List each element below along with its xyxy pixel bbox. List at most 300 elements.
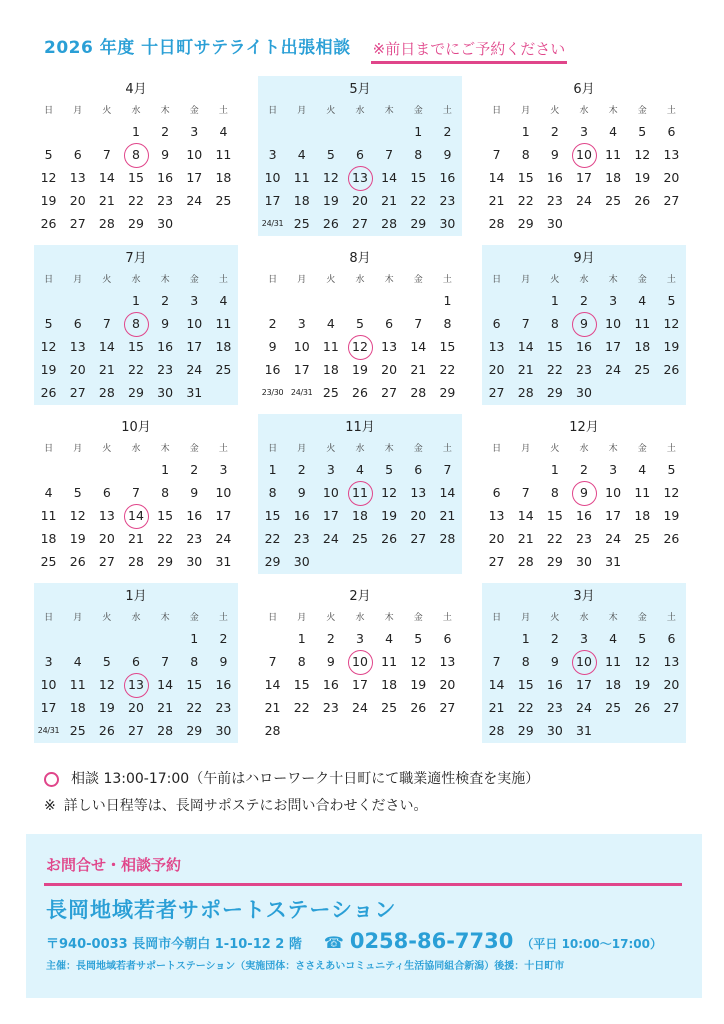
calendar-day: 15 bbox=[128, 170, 144, 185]
calendar-day bbox=[316, 719, 345, 742]
calendar-day: 17 bbox=[293, 362, 310, 377]
month-calendar bbox=[258, 414, 462, 574]
calendar-day: 19 bbox=[634, 170, 651, 185]
calendar-day: 1 bbox=[521, 124, 530, 139]
consultation-day: 8 bbox=[121, 143, 150, 166]
calendar-day: 29 bbox=[517, 216, 534, 231]
calendar-day: 30 bbox=[186, 554, 203, 569]
calendar-day: 20 bbox=[488, 362, 505, 377]
calendar-day: 26 bbox=[634, 193, 651, 208]
calendar-day: 5 bbox=[356, 316, 364, 331]
calendar-day: 3 bbox=[580, 631, 588, 646]
calendar-day: 7 bbox=[385, 147, 394, 162]
calendar-day: 2 bbox=[268, 316, 277, 331]
calendar-day: 15 bbox=[546, 508, 563, 523]
calendar-day: 25 bbox=[352, 531, 368, 546]
calendar-day: 19 bbox=[98, 700, 115, 715]
month-title: 11月 bbox=[345, 420, 375, 435]
calendar-day bbox=[316, 289, 345, 312]
calendar-day bbox=[482, 120, 511, 143]
calendar-day: 26 bbox=[40, 385, 57, 400]
consultation-day: 12 bbox=[345, 335, 374, 358]
calendar-day: 1 bbox=[414, 124, 423, 139]
weekday-label: 月 bbox=[521, 444, 531, 454]
calendar-day: 20 bbox=[69, 362, 86, 377]
calendar-day: 24 bbox=[576, 700, 592, 715]
month-title: 4月 bbox=[125, 82, 147, 97]
calendar-day: 26 bbox=[663, 362, 680, 377]
weekday-label: 土 bbox=[218, 444, 228, 454]
weekday-label: 金 bbox=[637, 613, 647, 623]
calendar-day: 23 bbox=[576, 362, 592, 377]
calendar-day: 9 bbox=[161, 316, 170, 331]
calendar-day bbox=[121, 458, 150, 481]
calendar-day: 30 bbox=[293, 554, 310, 569]
calendar-day: 20 bbox=[663, 677, 680, 692]
calendar-day: 27 bbox=[128, 723, 144, 738]
weekday-header bbox=[482, 271, 686, 289]
calendar-day: 6 bbox=[73, 316, 82, 331]
sponsor-text: 主催：長岡地域若者サポートステーション（実施団体：ささえあいコミュニティ生活協同組合新潟）後援：十日町市 bbox=[46, 961, 565, 972]
weekday-label: 火 bbox=[102, 275, 112, 285]
calendar-day: 7 bbox=[161, 654, 170, 669]
calendar-day: 14 bbox=[264, 677, 281, 692]
calendar-day: 6 bbox=[356, 147, 364, 162]
calendar-day: 18 bbox=[634, 339, 651, 354]
calendar-day: 20 bbox=[98, 531, 115, 546]
note-mark: ※ bbox=[44, 798, 56, 814]
calendar-day: 19 bbox=[663, 508, 680, 523]
calendar-day: 7 bbox=[521, 316, 530, 331]
month-calendar bbox=[258, 76, 462, 236]
calendar-day: 17 bbox=[215, 508, 232, 523]
calendar-day: 9 bbox=[268, 339, 277, 354]
calendar-day: 3 bbox=[609, 293, 618, 308]
calendar-day: 16 bbox=[546, 677, 563, 692]
calendar-day bbox=[657, 381, 686, 404]
month-title: 8月 bbox=[349, 251, 371, 266]
calendar-day: 25 bbox=[605, 193, 622, 208]
calendar-day bbox=[375, 719, 404, 742]
calendar-day: 7 bbox=[102, 147, 111, 162]
calendar-day: 17 bbox=[605, 339, 622, 354]
month-title: 3月 bbox=[573, 589, 595, 604]
month-calendar bbox=[482, 414, 686, 574]
calendar-day: 21 bbox=[98, 193, 115, 208]
month-title: 5月 bbox=[349, 82, 371, 97]
calendar-day bbox=[345, 550, 374, 573]
calendar-day: 4 bbox=[219, 124, 228, 139]
circle-icon bbox=[44, 772, 59, 787]
weekday-label: 土 bbox=[442, 106, 452, 116]
calendar-week bbox=[34, 358, 238, 381]
calendar-day: 6 bbox=[385, 316, 394, 331]
calendar-day: 4 bbox=[356, 462, 364, 477]
weekday-label: 木 bbox=[384, 275, 394, 285]
calendar-day bbox=[433, 550, 462, 573]
note-text: 詳しい日程等は、長岡サポステにお問い合わせください。 bbox=[63, 798, 428, 814]
calendar-day: 25 bbox=[215, 193, 232, 208]
calendar-day: 11 bbox=[215, 316, 232, 331]
calendar-grid bbox=[34, 76, 686, 743]
weekday-label: 火 bbox=[550, 275, 560, 285]
calendar-day: 28 bbox=[410, 385, 427, 400]
calendar-week bbox=[258, 166, 462, 189]
calendar-day: 6 bbox=[132, 654, 140, 669]
weekday-label: 金 bbox=[189, 444, 199, 454]
weekday-label: 木 bbox=[160, 106, 170, 116]
calendar-day bbox=[34, 289, 63, 312]
calendar-day: 14 bbox=[98, 339, 115, 354]
weekday-label: 火 bbox=[102, 444, 112, 454]
calendar-day: 15 bbox=[517, 170, 534, 185]
calendar-day bbox=[92, 289, 121, 312]
calendar-day: 13 bbox=[98, 508, 115, 523]
calendar-day: 8 bbox=[414, 147, 423, 162]
month-calendar bbox=[34, 583, 238, 743]
calendar-day: 15 bbox=[264, 508, 281, 523]
calendar-day: 24 bbox=[322, 531, 339, 546]
calendar-day: 2 bbox=[297, 462, 306, 477]
weekday-label: 日 bbox=[44, 613, 54, 623]
calendar-day: 1 bbox=[132, 293, 140, 308]
calendar-day: 9 bbox=[550, 147, 559, 162]
calendar-day: 11 bbox=[634, 316, 651, 331]
weekday-label: 金 bbox=[189, 613, 199, 623]
weekday-label: 金 bbox=[637, 275, 647, 285]
calendar-day: 12 bbox=[40, 170, 57, 185]
weekday-label: 日 bbox=[44, 106, 54, 116]
calendar-day bbox=[258, 120, 287, 143]
calendar-day: 16 bbox=[576, 508, 592, 523]
calendar-day: 12 bbox=[410, 654, 427, 669]
reservation-notice: ※前日までにご予約ください bbox=[371, 38, 568, 64]
calendar-day: 1 bbox=[550, 293, 559, 308]
weekday-label: 月 bbox=[297, 444, 307, 454]
calendar-day: 15 bbox=[410, 170, 427, 185]
consultation-day: 8 bbox=[121, 312, 150, 335]
calendar-day: 14 bbox=[439, 485, 456, 500]
calendar-day: 5 bbox=[326, 147, 335, 162]
calendar-day: 24 bbox=[352, 700, 368, 715]
calendar-day bbox=[569, 212, 598, 235]
calendar-day: 13 bbox=[69, 170, 86, 185]
calendar-day: 24 bbox=[186, 193, 203, 208]
calendar-day: 22 bbox=[293, 700, 310, 715]
calendar-day: 4 bbox=[73, 654, 82, 669]
weekday-label: 金 bbox=[637, 444, 647, 454]
calendar-day bbox=[375, 550, 404, 573]
calendar-day: 27 bbox=[410, 531, 427, 546]
calendar-day: 5 bbox=[667, 293, 676, 308]
calendar-day bbox=[209, 212, 238, 235]
calendar-day bbox=[599, 381, 628, 404]
weekday-label: 月 bbox=[521, 613, 531, 623]
weekday-label: 水 bbox=[579, 275, 589, 285]
calendar-week bbox=[34, 335, 238, 358]
calendar-day: 6 bbox=[443, 631, 452, 646]
calendar-week bbox=[482, 504, 686, 527]
calendar-day: 13 bbox=[663, 147, 680, 162]
calendar-day bbox=[657, 550, 686, 573]
calendar-day: 8 bbox=[443, 316, 452, 331]
calendar-day: 18 bbox=[293, 193, 310, 208]
calendar-week bbox=[258, 120, 462, 143]
page-title: 2026 年度 十日町サテライト出張相談 bbox=[44, 38, 351, 58]
consultation-day: 10 bbox=[345, 650, 374, 673]
calendar-day: 17 bbox=[576, 677, 592, 692]
calendar-day: 22 bbox=[517, 193, 534, 208]
calendar-day: 3 bbox=[326, 462, 335, 477]
calendar-day: 4 bbox=[638, 462, 647, 477]
calendar-day: 13 bbox=[488, 339, 505, 354]
weekday-label: 水 bbox=[579, 106, 589, 116]
weekday-label: 水 bbox=[355, 444, 365, 454]
calendar-day: 29 bbox=[410, 216, 427, 231]
calendar-day: 23 bbox=[157, 193, 174, 208]
calendar-week bbox=[482, 358, 686, 381]
calendar-day: 7 bbox=[132, 485, 140, 500]
calendar-week bbox=[34, 550, 238, 573]
calendar-day: 7 bbox=[414, 316, 423, 331]
calendar-week bbox=[482, 120, 686, 143]
calendar-day: 28 bbox=[264, 723, 281, 738]
phone-number[interactable]: 0258-86-7730 bbox=[349, 929, 514, 953]
calendar-week bbox=[258, 527, 462, 550]
weekday-header bbox=[482, 609, 686, 627]
calendar-day: 20 bbox=[488, 531, 505, 546]
calendar-day: 27 bbox=[663, 193, 680, 208]
calendar-week bbox=[34, 312, 238, 335]
calendar-day: 20 bbox=[410, 508, 427, 523]
address-row bbox=[46, 929, 662, 953]
calendar-day: 27 bbox=[98, 554, 115, 569]
legend-note-row bbox=[44, 793, 539, 820]
weekday-header bbox=[258, 102, 462, 120]
calendar-day bbox=[345, 120, 374, 143]
calendar-day bbox=[287, 719, 316, 742]
calendar-day: 9 bbox=[161, 147, 170, 162]
weekday-label: 木 bbox=[160, 444, 170, 454]
calendar-day: 21 bbox=[264, 700, 281, 715]
calendar-day: 25 bbox=[605, 700, 622, 715]
weekday-label: 月 bbox=[73, 106, 83, 116]
calendar-day: 8 bbox=[550, 316, 559, 331]
calendar-day: 6 bbox=[102, 485, 111, 500]
consult-hours-text: 相談 13:00-17:00（午前はハローワーク十日町にて職業適性検査を実施） bbox=[71, 771, 540, 787]
calendar-day: 28 bbox=[128, 554, 144, 569]
calendar-day: 12 bbox=[663, 316, 680, 331]
calendar-day: 16 bbox=[322, 677, 339, 692]
calendar-day: 28 bbox=[517, 385, 534, 400]
calendar-week bbox=[34, 650, 238, 673]
weekday-label: 土 bbox=[442, 444, 452, 454]
calendar-day: 2 bbox=[580, 293, 588, 308]
month-calendar bbox=[482, 583, 686, 743]
calendar-week bbox=[258, 189, 462, 212]
calendar-day: 17 bbox=[605, 508, 622, 523]
calendar-week bbox=[34, 504, 238, 527]
calendar-week bbox=[258, 458, 462, 481]
calendar-day: 30 bbox=[215, 723, 232, 738]
phone-icon: ☎ bbox=[323, 933, 344, 952]
calendar-week bbox=[258, 719, 462, 742]
calendar-day: 28 bbox=[98, 216, 115, 231]
calendar-day: 11 bbox=[322, 339, 339, 354]
calendar-day: 27 bbox=[488, 554, 505, 569]
calendar-day: 17 bbox=[186, 170, 203, 185]
calendar-day: 30 bbox=[546, 723, 563, 738]
calendar-day: 2 bbox=[326, 631, 335, 646]
weekday-label: 水 bbox=[579, 613, 589, 623]
weekday-label: 月 bbox=[521, 275, 531, 285]
calendar-week bbox=[258, 650, 462, 673]
month-title: 7月 bbox=[125, 251, 147, 266]
calendar-day: 10 bbox=[605, 316, 622, 331]
consultation-day: 10 bbox=[569, 143, 598, 166]
month-calendar bbox=[34, 414, 238, 574]
calendar-week bbox=[34, 120, 238, 143]
calendar-day: 17 bbox=[576, 170, 592, 185]
consultation-day: 14 bbox=[121, 504, 150, 527]
calendar-day: 19 bbox=[381, 508, 398, 523]
calendar-day: 21 bbox=[157, 700, 174, 715]
calendar-day: 11 bbox=[605, 654, 622, 669]
calendar-week bbox=[482, 650, 686, 673]
calendar-day bbox=[92, 458, 121, 481]
calendar-day: 23 bbox=[546, 700, 563, 715]
weekday-label: 火 bbox=[550, 444, 560, 454]
calendar-day: 20 bbox=[663, 170, 680, 185]
month-title: 6月 bbox=[573, 82, 595, 97]
consultation-day: 13 bbox=[121, 673, 150, 696]
calendar-day: 11 bbox=[381, 654, 398, 669]
weekday-label: 水 bbox=[131, 275, 141, 285]
calendar-day: 26 bbox=[352, 385, 368, 400]
calendar-day: 3 bbox=[190, 293, 199, 308]
weekday-label: 金 bbox=[413, 613, 423, 623]
calendar-week bbox=[34, 627, 238, 650]
calendar-day: 9 bbox=[326, 654, 335, 669]
calendar-day: 4 bbox=[326, 316, 335, 331]
calendar-day: 4 bbox=[609, 631, 618, 646]
calendar-day: 27 bbox=[69, 385, 86, 400]
calendar-day bbox=[511, 289, 540, 312]
weekday-label: 金 bbox=[413, 275, 423, 285]
calendar-day: 24/31 bbox=[261, 219, 284, 228]
calendar-day: 1 bbox=[132, 124, 140, 139]
calendar-day bbox=[628, 381, 657, 404]
calendar-day: 11 bbox=[40, 508, 57, 523]
calendar-day: 18 bbox=[322, 362, 339, 377]
weekday-label: 月 bbox=[297, 275, 307, 285]
calendar-day: 9 bbox=[190, 485, 199, 500]
calendar-week bbox=[34, 673, 238, 696]
calendar-day: 25 bbox=[634, 531, 651, 546]
calendar-day: 16 bbox=[439, 170, 456, 185]
calendar-day: 8 bbox=[268, 485, 277, 500]
calendar-day bbox=[482, 627, 511, 650]
calendar-day: 26 bbox=[40, 216, 57, 231]
calendar-day: 4 bbox=[609, 124, 618, 139]
weekday-label: 日 bbox=[268, 444, 278, 454]
calendar-day: 28 bbox=[157, 723, 174, 738]
calendar-week bbox=[34, 696, 238, 719]
calendar-day bbox=[63, 627, 92, 650]
weekday-label: 木 bbox=[160, 275, 170, 285]
calendar-day: 2 bbox=[550, 124, 559, 139]
calendar-day: 3 bbox=[356, 631, 364, 646]
weekday-label: 月 bbox=[73, 444, 83, 454]
calendar-day: 11 bbox=[215, 147, 232, 162]
weekday-label: 月 bbox=[73, 613, 83, 623]
calendar-day: 19 bbox=[69, 531, 86, 546]
calendar-day: 14 bbox=[157, 677, 174, 692]
calendar-week bbox=[258, 696, 462, 719]
calendar-day bbox=[599, 719, 628, 742]
calendar-day: 27 bbox=[488, 385, 505, 400]
calendar-day bbox=[258, 289, 287, 312]
calendar-week bbox=[258, 550, 462, 573]
weekday-label: 火 bbox=[102, 613, 112, 623]
weekday-label: 木 bbox=[608, 106, 618, 116]
calendar-day: 22 bbox=[517, 700, 534, 715]
calendar-day: 25 bbox=[215, 362, 232, 377]
calendar-day: 31 bbox=[605, 554, 622, 569]
weekday-label: 木 bbox=[608, 275, 618, 285]
calendar-day: 26 bbox=[410, 700, 427, 715]
calendar-day: 22 bbox=[128, 362, 144, 377]
calendar-day: 24 bbox=[605, 362, 622, 377]
weekday-header bbox=[34, 609, 238, 627]
calendar-day: 10 bbox=[186, 316, 203, 331]
header bbox=[44, 28, 567, 58]
calendar-day: 6 bbox=[414, 462, 423, 477]
calendar-day: 11 bbox=[69, 677, 86, 692]
calendar-day: 5 bbox=[638, 124, 647, 139]
calendar-day: 15 bbox=[439, 339, 456, 354]
calendar-day: 25 bbox=[322, 385, 339, 400]
calendar-week bbox=[34, 527, 238, 550]
calendar-day bbox=[63, 289, 92, 312]
calendar-day: 24 bbox=[215, 531, 232, 546]
calendar-day: 6 bbox=[492, 485, 501, 500]
calendar-day: 2 bbox=[219, 631, 228, 646]
calendar-week bbox=[258, 312, 462, 335]
calendar-day: 13 bbox=[439, 654, 456, 669]
calendar-week bbox=[482, 212, 686, 235]
calendar-day: 30 bbox=[157, 385, 174, 400]
consultation-day: 9 bbox=[569, 481, 598, 504]
weekday-label: 木 bbox=[384, 106, 394, 116]
weekday-label: 木 bbox=[384, 613, 394, 623]
calendar-day: 31 bbox=[186, 385, 203, 400]
weekday-label: 火 bbox=[326, 275, 336, 285]
calendar-day: 1 bbox=[190, 631, 199, 646]
calendar-day: 12 bbox=[634, 147, 651, 162]
calendar-day: 7 bbox=[268, 654, 277, 669]
calendar-day: 17 bbox=[40, 700, 57, 715]
calendar-day: 14 bbox=[517, 508, 534, 523]
weekday-label: 土 bbox=[218, 275, 228, 285]
weekday-label: 水 bbox=[131, 106, 141, 116]
calendar-day: 5 bbox=[102, 654, 111, 669]
calendar-day bbox=[657, 212, 686, 235]
weekday-label: 日 bbox=[492, 613, 502, 623]
calendar-day: 17 bbox=[352, 677, 368, 692]
calendar-day: 14 bbox=[381, 170, 398, 185]
calendar-day bbox=[316, 550, 345, 573]
